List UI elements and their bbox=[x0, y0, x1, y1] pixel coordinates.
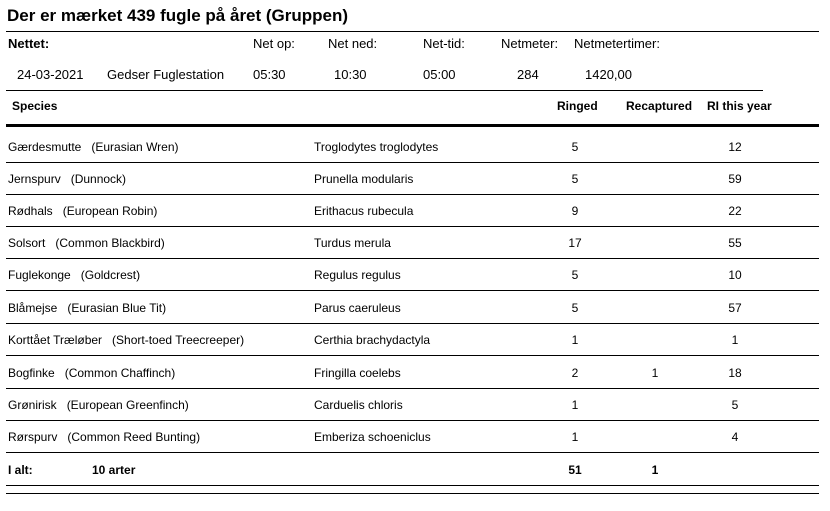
row-divider bbox=[6, 452, 819, 453]
ringed-count: 17 bbox=[568, 236, 582, 250]
species-name: Rørspurv (Common Reed Bunting) bbox=[8, 430, 201, 444]
column-header-rule bbox=[6, 124, 819, 127]
netmeter-value: 284 bbox=[517, 67, 539, 82]
species-name: Fuglekonge (Goldcrest) bbox=[8, 268, 141, 282]
net-date: 24-03-2021 bbox=[17, 67, 84, 82]
net-op-value: 05:30 bbox=[253, 67, 286, 82]
latin-name: Emberiza schoeniclus bbox=[314, 430, 431, 444]
latin-name: Regulus regulus bbox=[314, 268, 401, 282]
table-row bbox=[0, 421, 830, 453]
latin-name: Turdus merula bbox=[314, 236, 391, 250]
station-name: Gedser Fuglestation bbox=[107, 67, 225, 82]
species-name: Bogfinke (Common Chaffinch) bbox=[8, 366, 176, 380]
total-divider bbox=[6, 485, 819, 486]
footer-rule bbox=[6, 493, 819, 494]
latin-name: Carduelis chloris bbox=[314, 398, 403, 412]
ri-count: 5 bbox=[731, 398, 739, 412]
ri-count: 12 bbox=[728, 140, 742, 154]
ringed-count: 1 bbox=[571, 398, 579, 412]
table-row bbox=[0, 324, 830, 356]
title-divider bbox=[6, 31, 819, 32]
species-count: 10 arter bbox=[92, 463, 136, 477]
latin-name: Prunella modularis bbox=[314, 172, 414, 186]
table-row bbox=[0, 389, 830, 421]
netmeter-label: Netmeter: bbox=[501, 36, 559, 51]
ringed-count: 1 bbox=[571, 333, 579, 347]
ringed-count: 5 bbox=[571, 140, 579, 154]
ringed-count: 1 bbox=[571, 430, 579, 444]
ri-count: 59 bbox=[728, 172, 742, 186]
col-ringed: Ringed bbox=[557, 99, 598, 113]
netmetertimer-value: 1420,00 bbox=[585, 67, 632, 82]
row-divider bbox=[6, 290, 819, 291]
table-row bbox=[0, 131, 830, 163]
table-row bbox=[0, 227, 830, 259]
species-name: Solsort (Common Blackbird) bbox=[8, 236, 165, 250]
ri-count: 4 bbox=[731, 430, 739, 444]
report-title: Der er mærket 439 fugle på året (Gruppen) bbox=[7, 6, 349, 25]
table-row bbox=[0, 195, 830, 227]
latin-name: Erithacus rubecula bbox=[314, 204, 414, 218]
ri-count: 57 bbox=[728, 301, 742, 315]
ringed-count: 2 bbox=[571, 366, 579, 380]
total-recaptured: 1 bbox=[651, 463, 659, 477]
net-ned-value: 10:30 bbox=[334, 67, 367, 82]
col-recaptured: Recaptured bbox=[626, 99, 693, 113]
ringed-count: 9 bbox=[571, 204, 579, 218]
total-label: I alt: bbox=[8, 463, 33, 477]
total-ringed: 51 bbox=[568, 463, 582, 477]
ri-count: 22 bbox=[728, 204, 742, 218]
latin-name: Certhia brachydactyla bbox=[314, 333, 431, 347]
net-label: Nettet: bbox=[8, 36, 50, 51]
table-row bbox=[0, 357, 830, 389]
species-name: Jernspurv (Dunnock) bbox=[8, 172, 127, 186]
table-row bbox=[0, 163, 830, 195]
recaptured-count: 1 bbox=[651, 366, 659, 380]
table-row bbox=[0, 259, 830, 291]
ri-count: 55 bbox=[728, 236, 742, 250]
total-row bbox=[0, 454, 830, 486]
species-name: Blåmejse (Eurasian Blue Tit) bbox=[8, 301, 167, 315]
ri-count: 10 bbox=[728, 268, 742, 282]
net-tid-value: 05:00 bbox=[423, 67, 456, 82]
latin-name: Troglodytes troglodytes bbox=[314, 140, 439, 154]
net-tid-label: Net-tid: bbox=[423, 36, 465, 51]
species-name: Grønirisk (European Greenfinch) bbox=[8, 398, 189, 412]
col-ri-this-year: RI this year bbox=[707, 99, 772, 113]
net-ned-label: Net ned: bbox=[328, 36, 378, 51]
latin-name: Fringilla coelebs bbox=[314, 366, 401, 380]
species-name: Korttået Træløber (Short-toed Treecreeper) bbox=[8, 333, 245, 347]
ri-count: 18 bbox=[728, 366, 742, 380]
net-op-label: Net op: bbox=[253, 36, 295, 51]
species-name: Rødhals (European Robin) bbox=[8, 204, 158, 218]
header-divider bbox=[6, 90, 763, 91]
species-name: Gærdesmutte (Eurasian Wren) bbox=[8, 140, 179, 154]
ri-count: 1 bbox=[731, 333, 739, 347]
ringed-count: 5 bbox=[571, 172, 579, 186]
ringed-count: 5 bbox=[571, 301, 579, 315]
latin-name: Parus caeruleus bbox=[314, 301, 401, 315]
table-row bbox=[0, 292, 830, 324]
col-species: Species bbox=[12, 99, 58, 113]
ringed-count: 5 bbox=[571, 268, 579, 282]
netmetertimer-label: Netmetertimer: bbox=[574, 36, 660, 51]
row-divider bbox=[6, 355, 819, 356]
